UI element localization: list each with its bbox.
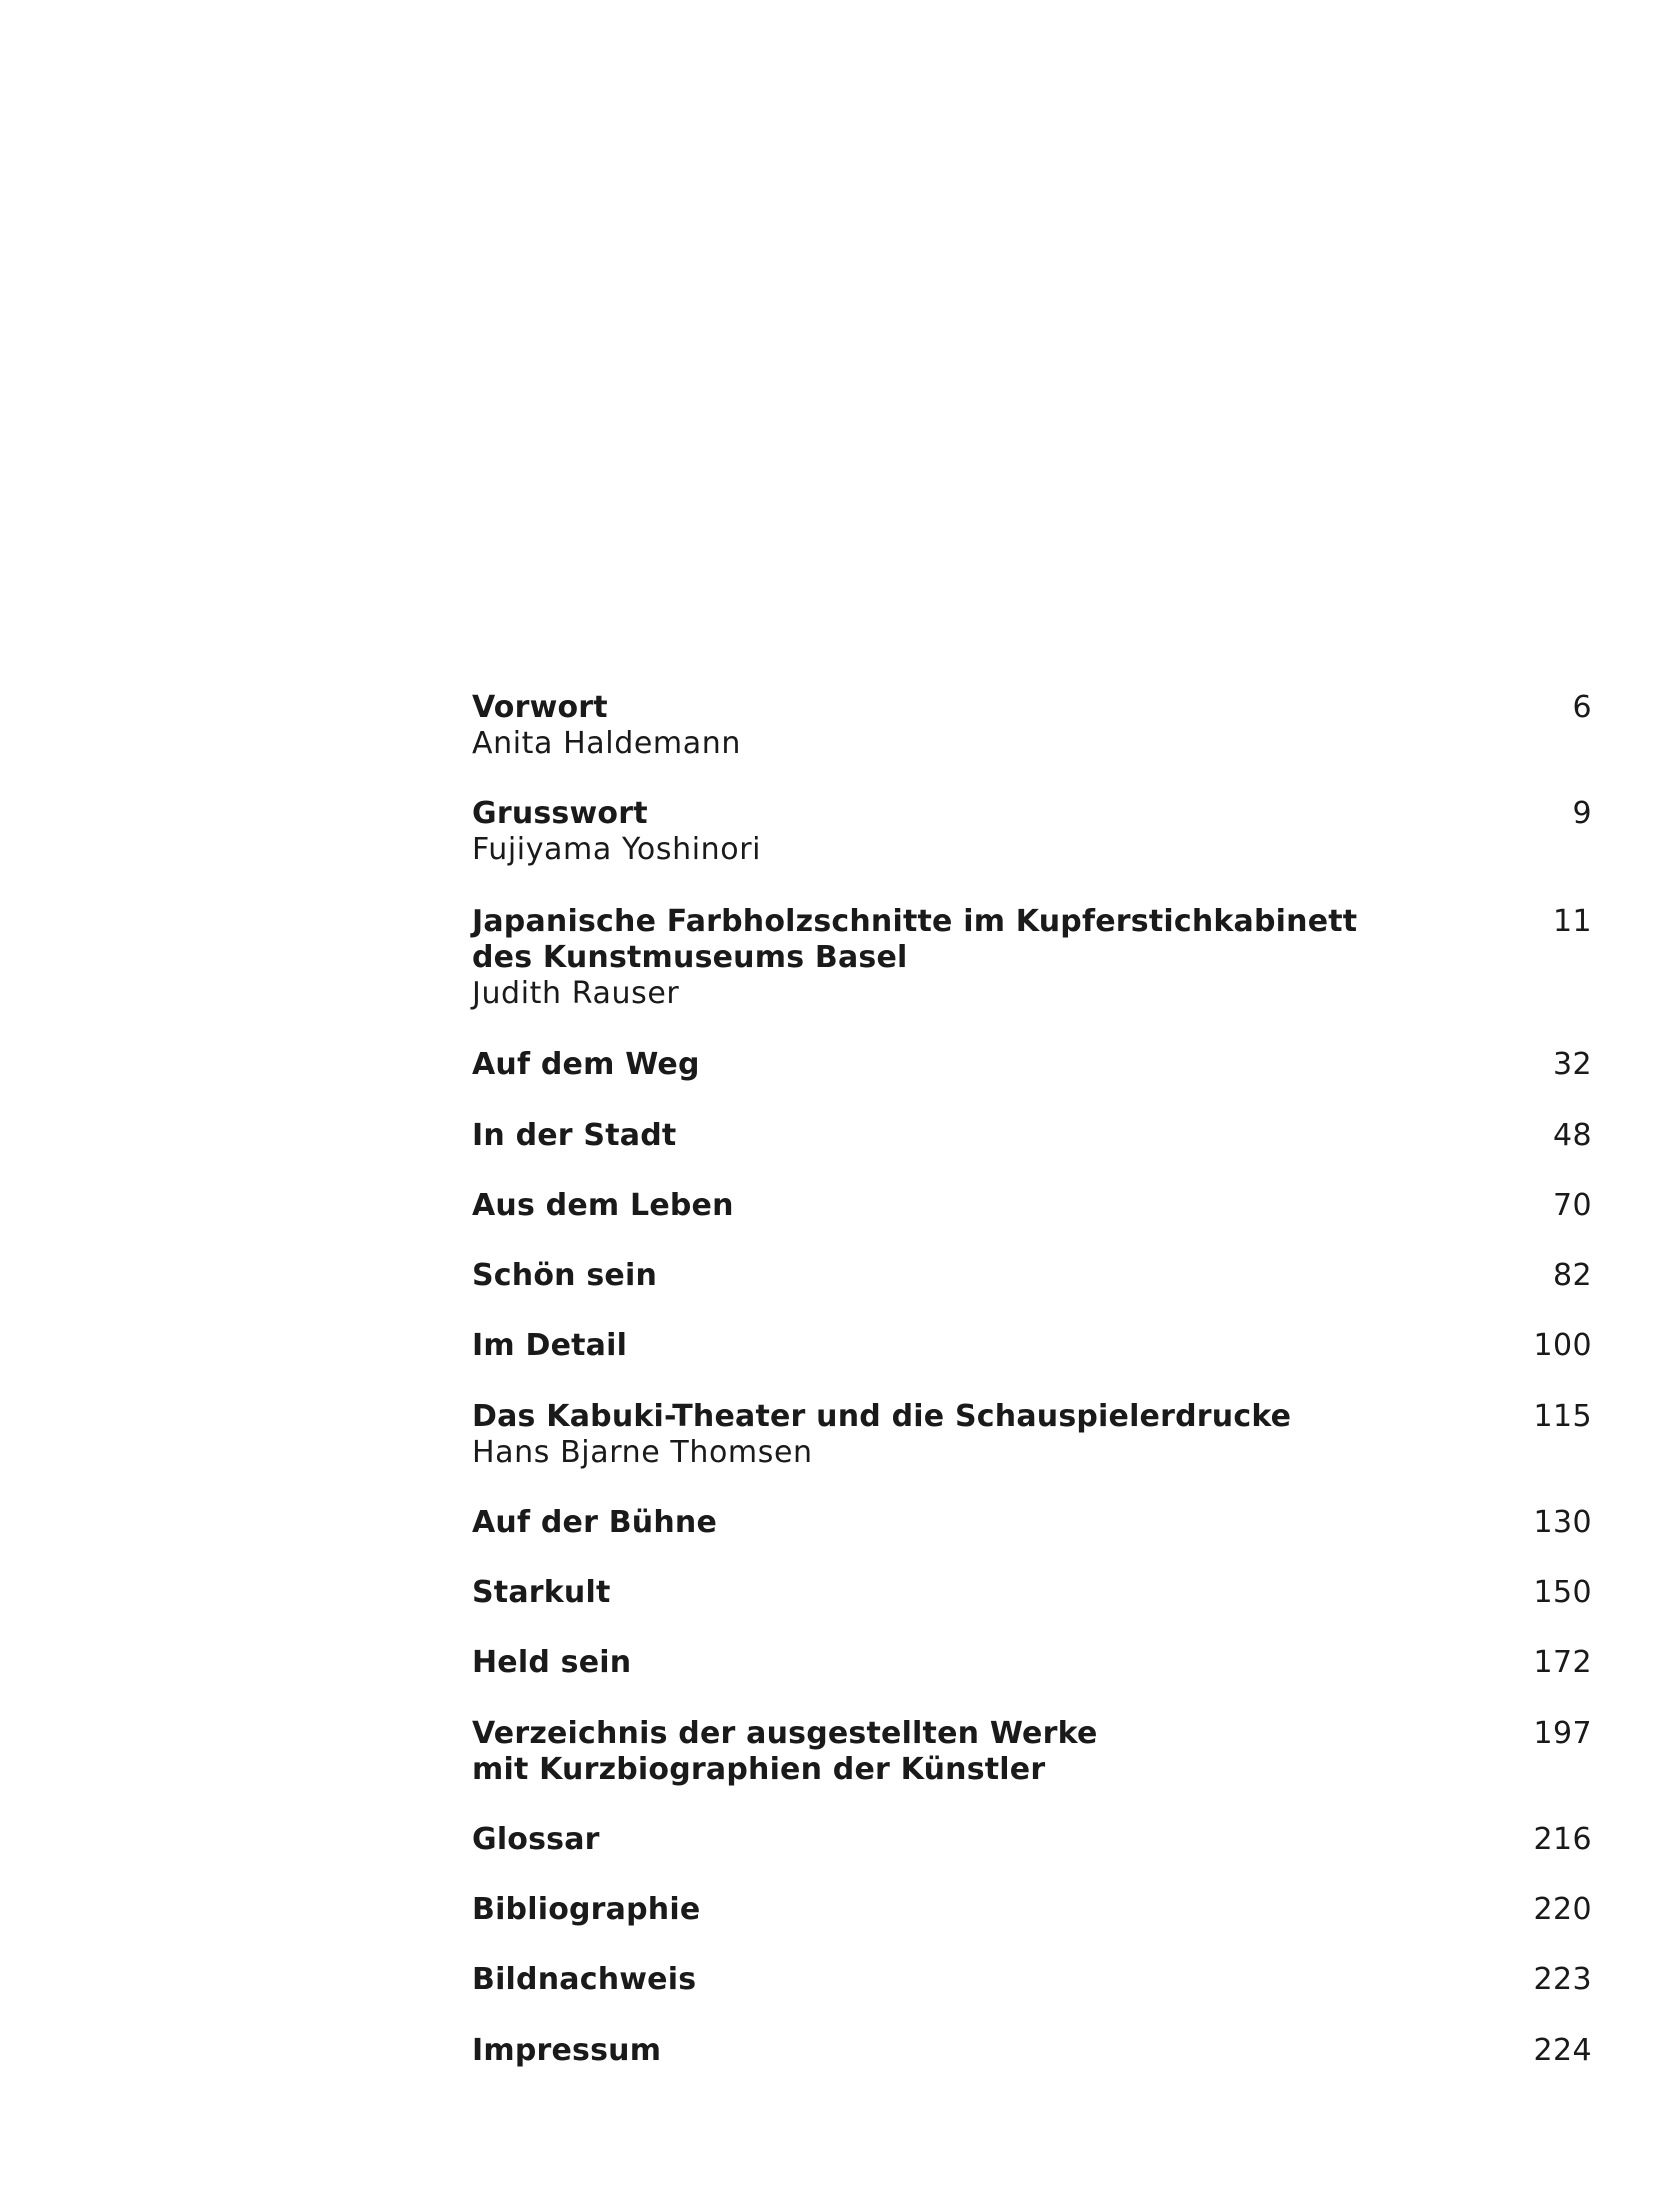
toc-entry[interactable]: [472, 1399, 1592, 1505]
toc-entry-author: Judith Rauser: [472, 976, 680, 1011]
toc-entry-title: Bildnachweis: [472, 1962, 697, 1997]
toc-entry-title: mit Kurzbiographien der Künstler: [472, 1752, 1046, 1787]
toc-entry-author: Anita Haldemann: [472, 726, 741, 761]
table-of-contents: [472, 690, 1592, 2093]
toc-entry[interactable]: [472, 1822, 1592, 1892]
toc-entry-title: In der Stadt: [472, 1118, 677, 1153]
toc-entry-title: Auf der Bühne: [472, 1505, 718, 1540]
toc-entry-page-number: 172: [1533, 1645, 1592, 1680]
toc-entry-title: Im Detail: [472, 1328, 628, 1363]
toc-entry-page-number: 224: [1533, 2033, 1592, 2068]
toc-entry[interactable]: [472, 904, 1592, 1047]
toc-entry-page-number: 115: [1533, 1399, 1592, 1434]
toc-entry-title: Vorwort: [472, 690, 608, 725]
toc-entry[interactable]: [472, 1505, 1592, 1575]
toc-entry[interactable]: [472, 1328, 1592, 1399]
toc-entry-page-number: 197: [1533, 1716, 1592, 1751]
toc-entry-page-number: 130: [1533, 1505, 1592, 1540]
toc-entry-title: Impressum: [472, 2033, 662, 2068]
toc-entry-title: Glossar: [472, 1822, 600, 1857]
toc-entry-page-number: 82: [1553, 1258, 1592, 1293]
toc-entry-title: Auf dem Weg: [472, 1047, 700, 1082]
toc-entry-page-number: 220: [1533, 1892, 1592, 1927]
toc-entry-page-number: 9: [1572, 796, 1592, 831]
toc-entry-title: Held sein: [472, 1645, 632, 1680]
toc-entry-author: Fujiyama Yoshinori: [472, 832, 762, 867]
toc-entry[interactable]: [472, 2033, 1592, 2093]
toc-entry-page-number: 11: [1553, 904, 1592, 939]
toc-entry[interactable]: [472, 690, 1592, 796]
toc-entry-title: Das Kabuki-Theater und die Schauspielerdrucke: [472, 1399, 1292, 1434]
toc-entry[interactable]: [472, 1962, 1592, 2033]
toc-entry-page-number: 223: [1533, 1962, 1592, 1997]
toc-entry-author: Hans Bjarne Thomsen: [472, 1435, 813, 1470]
toc-entry-page-number: 6: [1572, 690, 1592, 725]
toc-entry[interactable]: [472, 1645, 1592, 1716]
toc-entry[interactable]: [472, 796, 1592, 904]
toc-entry-title: Grusswort: [472, 796, 648, 831]
toc-entry-page-number: 216: [1533, 1822, 1592, 1857]
toc-entry[interactable]: [472, 1258, 1592, 1328]
toc-entry-page-number: 32: [1553, 1047, 1592, 1082]
toc-entry-page-number: 100: [1533, 1328, 1592, 1363]
toc-entry[interactable]: [472, 1892, 1592, 1962]
toc-entry-page-number: 70: [1553, 1188, 1592, 1223]
toc-entry[interactable]: [472, 1118, 1592, 1188]
toc-entry[interactable]: [472, 1575, 1592, 1645]
toc-entry-title: Starkult: [472, 1575, 611, 1610]
toc-entry-page-number: 150: [1533, 1575, 1592, 1610]
toc-entry[interactable]: [472, 1188, 1592, 1258]
toc-entry[interactable]: [472, 1716, 1592, 1822]
toc-entry[interactable]: [472, 1047, 1592, 1118]
toc-entry-title: Bibliographie: [472, 1892, 701, 1927]
toc-entry-page-number: 48: [1553, 1118, 1592, 1153]
toc-entry-title: Japanische Farbholzschnitte im Kupferstichkabinett: [472, 904, 1358, 939]
toc-entry-title: Aus dem Leben: [472, 1188, 734, 1223]
toc-entry-title: des Kunstmuseums Basel: [472, 940, 908, 975]
toc-entry-title: Schön sein: [472, 1258, 658, 1293]
toc-entry-title: Verzeichnis der ausgestellten Werke: [472, 1716, 1098, 1751]
